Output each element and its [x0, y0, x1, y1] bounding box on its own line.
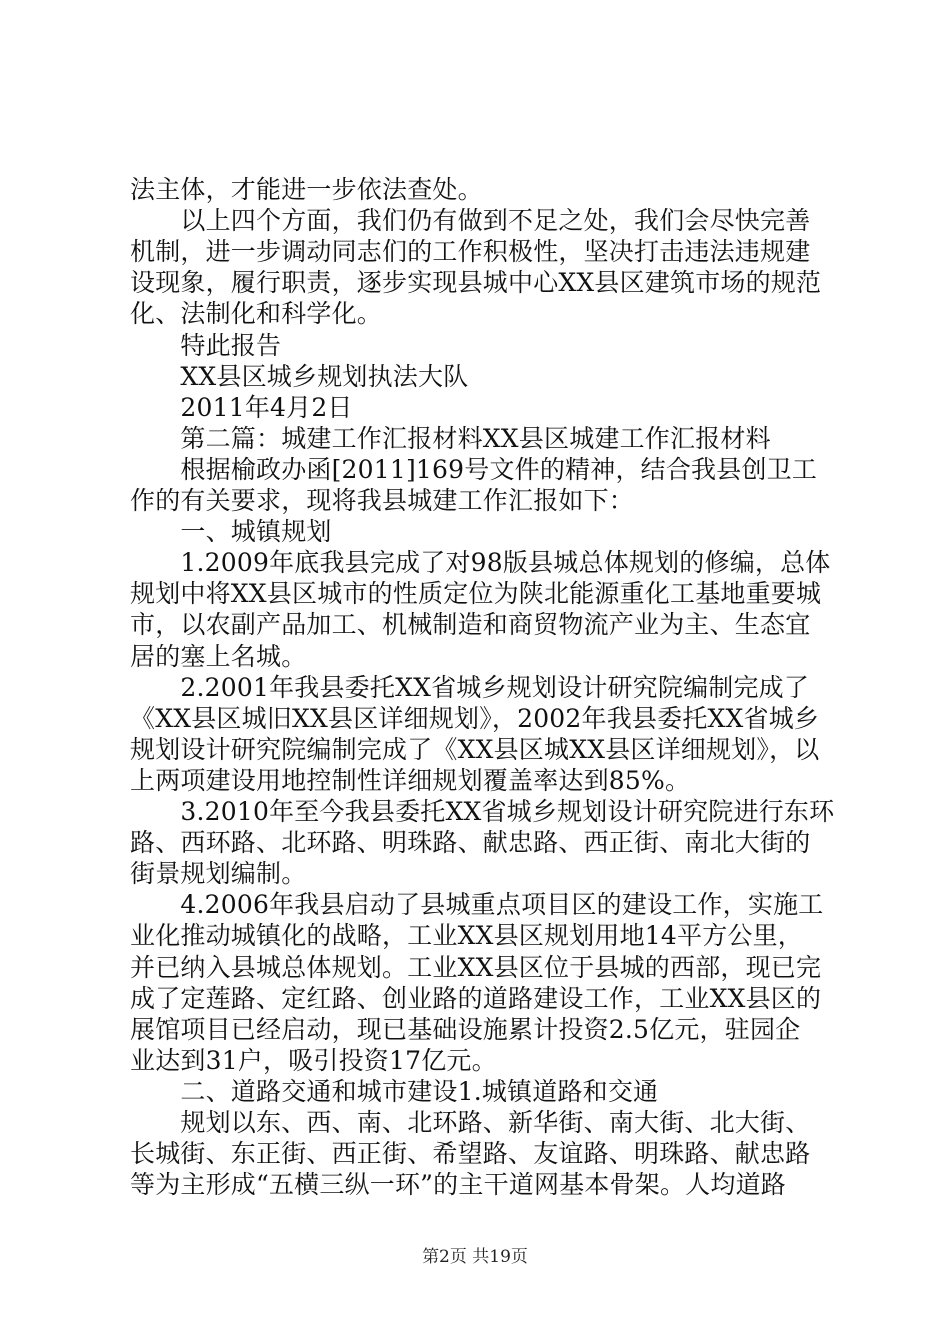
text-line: 一、城镇规划 [130, 517, 332, 546]
text-line: 法主体，才能进一步依法查处。 [130, 175, 483, 204]
text-line: 成了定莲路、定红路、创业路的道路建设工作，工业XX县区的 [130, 984, 822, 1013]
text-line: 规划中将XX县区城市的性质定位为陕北能源重化工基地重要城 [130, 579, 822, 608]
text-line: 化、法制化和科学化。 [130, 299, 383, 328]
text-line: 2011年4月2日 [130, 393, 353, 422]
text-line: 根据榆政办函[2011]169号文件的精神，结合我县创卫工 [130, 455, 818, 484]
text-line: 4.2006年我县启动了县城重点项目区的建设工作，实施工 [130, 890, 824, 919]
text-line: 并已纳入县城总体规划。工业XX县区位于县城的西部，现已完 [130, 953, 822, 982]
text-line: 等为主形成“五横三纵一环”的主干道网基本骨架。人均道路 [130, 1170, 786, 1199]
text-line: 业达到31户，吸引投资17亿元。 [130, 1046, 497, 1075]
text-line: 长城街、东正街、西正街、希望路、友谊路、明珠路、献忠路 [130, 1139, 811, 1168]
text-line: 《XX县区城旧XX县区详细规划》，2002年我县委托XX省城乡 [130, 704, 820, 733]
text-line: 以上四个方面，我们仍有做到不足之处，我们会尽快完善 [130, 206, 811, 235]
text-line: 机制，进一步调动同志们的工作积极性，坚决打击违法违规建 [130, 237, 811, 266]
text-line: 规划设计研究院编制完成了《XX县区城XX县区详细规划》，以 [130, 735, 820, 764]
text-line: 路、西环路、北环路、明珠路、献忠路、西正街、南北大街的 [130, 828, 811, 857]
text-line: 作的有关要求，现将我县城建工作汇报如下： [130, 486, 635, 515]
page-footer: 第2页 共19页 [422, 1247, 528, 1267]
text-line: 二、道路交通和城市建设1.城镇道路和交通 [130, 1077, 659, 1106]
text-line: 居的塞上名城。 [130, 642, 307, 671]
text-line: 街景规划编制。 [130, 859, 307, 888]
text-line: 业化推动城镇化的战略，工业XX县区规划用地14平方公里， [130, 921, 804, 950]
text-line: 上两项建设用地控制性详细规划覆盖率达到85%。 [130, 766, 691, 795]
text-line: 市，以农副产品加工、机械制造和商贸物流产业为主、生态宜 [130, 610, 811, 639]
text-line: 1.2009年底我县完成了对98版县城总体规划的修编，总体 [130, 548, 831, 577]
text-line: 展馆项目已经启动，现已基础设施累计投资2.5亿元，驻园企 [130, 1015, 801, 1044]
text-line: 设现象，履行职责，逐步实现县城中心XX县区建筑市场的规范 [130, 268, 822, 297]
text-line: 规划以东、西、南、北环路、新华街、南大街、北大街、 [130, 1108, 811, 1137]
text-line: 3.2010年至今我县委托XX省城乡规划设计研究院进行东环 [130, 797, 835, 826]
text-line: 第二篇：城建工作汇报材料XX县区城建工作汇报材料 [130, 424, 771, 453]
text-line: 特此报告 [130, 331, 282, 360]
text-line: 2.2001年我县委托XX省城乡规划设计研究院编制完成了 [130, 673, 810, 702]
text-line: XX县区城乡规划执法大队 [130, 362, 469, 391]
